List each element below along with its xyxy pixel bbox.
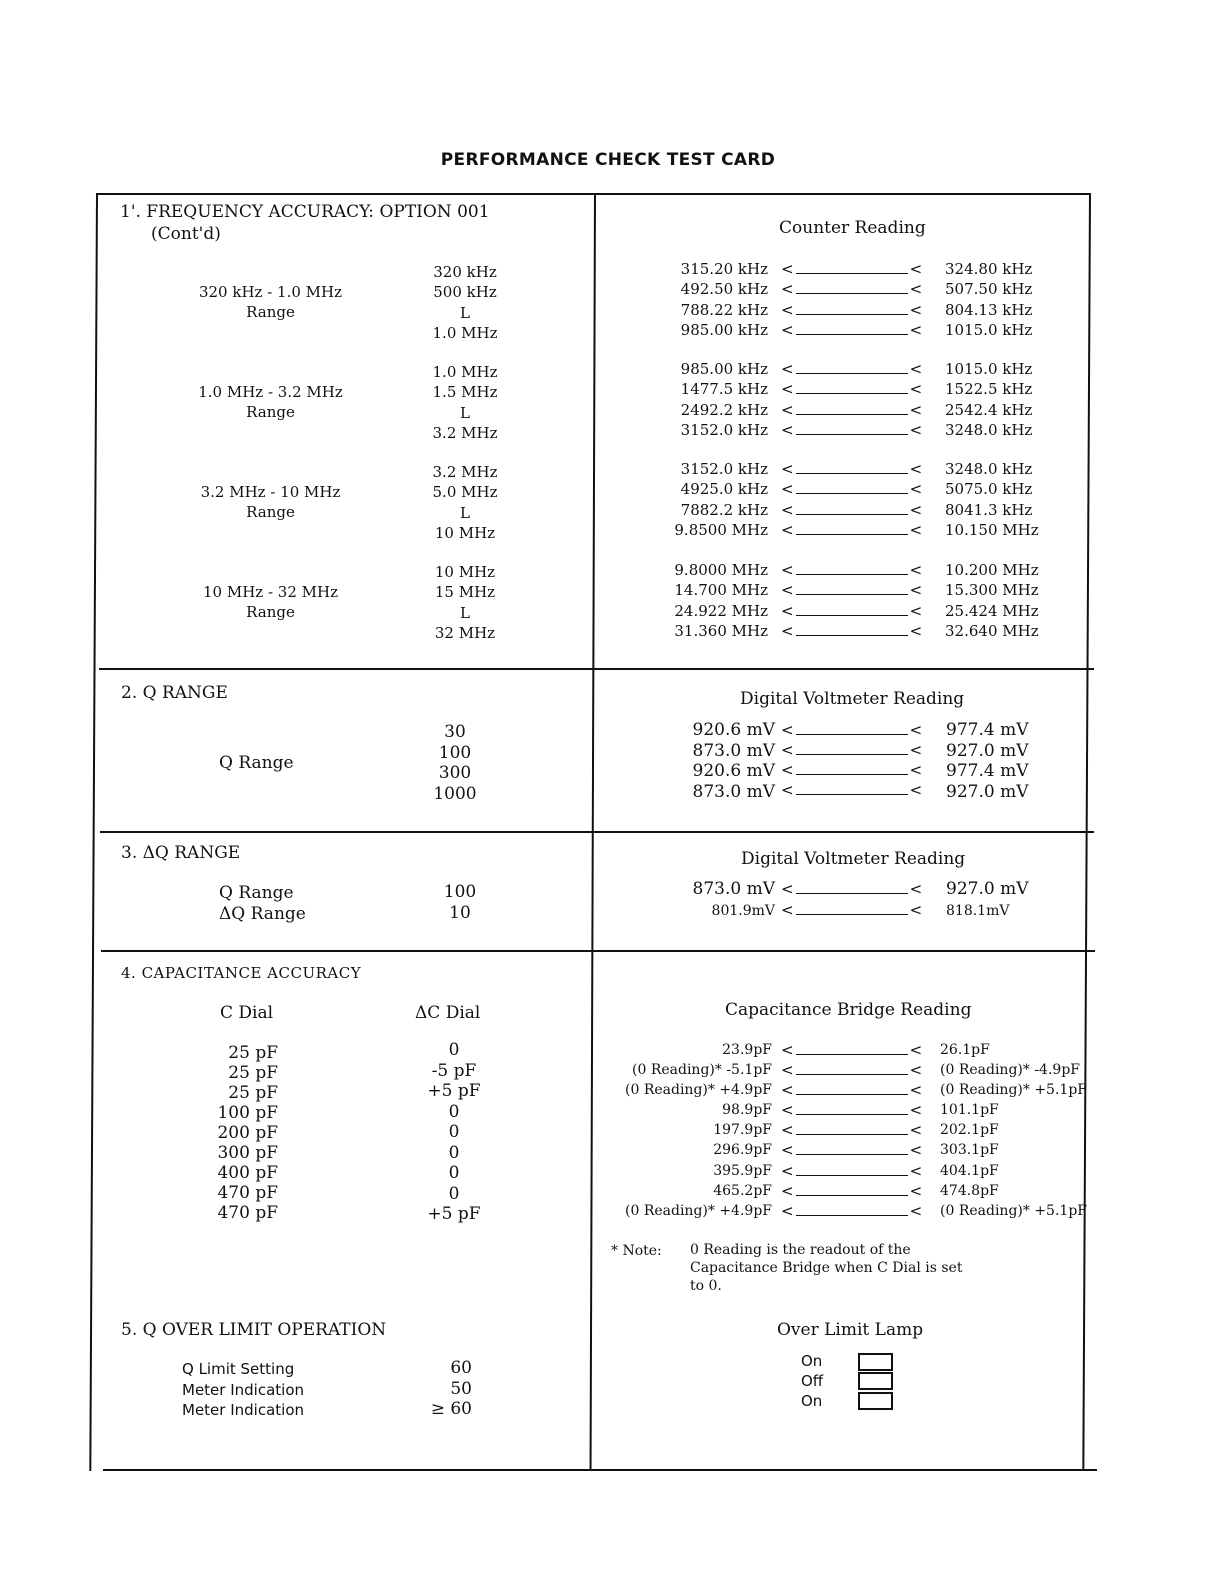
reading-blank-row[interactable]: < < [781, 621, 923, 640]
sec1-g4-settings [410, 562, 520, 643]
setting-value: L [460, 303, 470, 322]
lamp-state-label: On [801, 1392, 823, 1410]
setting-value: 100 [443, 882, 477, 902]
lower-limit: 985.00 kHz [680, 320, 768, 339]
delta-c-dial-value: -5 pF [431, 1060, 477, 1081]
setting-value: 1.0 MHz [432, 363, 498, 381]
upper-limit: 474.8pF [940, 1182, 999, 1199]
sec4-c-dial-header: C Dial [220, 1003, 274, 1023]
sec1-g1-range-label [158, 282, 383, 323]
c-dial-value: 100 pF [217, 1103, 278, 1123]
upper-limit: 26.1pF [940, 1042, 990, 1058]
reading-blank-row[interactable]: < < [781, 1101, 923, 1120]
lower-limit: 98.9pF [722, 1102, 772, 1119]
lower-limit: 873.0 mV [692, 781, 775, 802]
reading-blank-row[interactable]: < < [781, 280, 923, 299]
setting-value: L [460, 603, 470, 622]
lower-limit: 24.922 MHz [674, 601, 768, 620]
table-left-border [89, 193, 98, 1471]
sec5-labels [182, 1359, 304, 1421]
lamp-checkbox-off[interactable] [858, 1372, 893, 1390]
sec1-g3-settings [410, 462, 520, 543]
sec4-delta-c-dial-header: ΔC Dial [415, 1003, 481, 1023]
setting-value: 3.2 MHz [432, 423, 498, 442]
sec1-g3-blanks [781, 459, 922, 540]
sec1-g1-blanks [781, 259, 922, 340]
sec2-blanks [781, 720, 922, 800]
upper-limit: 3248.0 kHz [945, 420, 1033, 439]
setting-value: 32 MHz [434, 623, 496, 642]
sec4-highs [940, 1040, 1087, 1221]
upper-limit: 927.0 mV [946, 879, 1029, 899]
lower-limit: (0 Reading)* +4.9pF [625, 1202, 772, 1219]
table-bottom-border [103, 1469, 1097, 1471]
upper-limit: 507.50 kHz [945, 280, 1033, 299]
sec1-g1-lows [610, 259, 768, 340]
c-dial-value: 200 pF [217, 1123, 278, 1143]
lower-limit: 1477.5 kHz [680, 380, 768, 399]
sec3-settings [420, 882, 500, 923]
sec5-lamp-states [801, 1351, 823, 1411]
setting-value: 500 kHz [433, 283, 497, 302]
meter-indication-label: Meter Indication [182, 1401, 305, 1419]
upper-limit: (0 Reading)* -4.9pF [940, 1062, 1080, 1079]
setting-value: 300 [438, 763, 472, 783]
sec5-right-header: Over Limit Lamp [777, 1320, 924, 1340]
lower-limit: (0 Reading)* -5.1pF [632, 1062, 772, 1079]
lower-limit: 197.9pF [713, 1122, 772, 1139]
sec1-g1-settings [410, 262, 520, 343]
setting-value: 15 MHz [434, 583, 496, 602]
upper-limit: 303.1pF [940, 1142, 999, 1159]
sec1-g2-settings [410, 362, 520, 443]
note-line: 0 Reading is the readout of the [690, 1242, 911, 1258]
lower-limit: 31.360 MHz [674, 621, 768, 640]
delta-c-dial-value: +5 pF [427, 1204, 481, 1224]
lower-limit: 873.0 mV [692, 879, 775, 899]
c-dial-value: 25 pF [228, 1083, 278, 1103]
reading-blank-row[interactable]: < < [781, 901, 923, 919]
reading-blank-row[interactable]: < < [781, 1181, 923, 1200]
range-label-line1: 10 MHz - 32 MHz [203, 583, 338, 601]
sec1-g4-blanks [781, 560, 922, 641]
setting-value: 3.2 MHz [432, 463, 498, 481]
lower-limit: 315.20 kHz [680, 260, 768, 278]
sec2-highs [946, 720, 1028, 802]
upper-limit: 10.150 MHz [945, 520, 1039, 539]
upper-limit: 3248.0 kHz [945, 460, 1033, 478]
upper-limit: 10.200 MHz [945, 561, 1039, 579]
reading-blank-row[interactable]: < < [781, 1141, 923, 1160]
upper-limit: 32.640 MHz [945, 621, 1039, 640]
page-title: PERFORMANCE CHECK TEST CARD [440, 150, 776, 170]
lower-limit: 2492.2 kHz [680, 400, 768, 419]
upper-limit: (0 Reading)* +5.1pF [940, 1202, 1087, 1219]
range-label-line2: Range [246, 503, 295, 522]
upper-limit: 8041.3 kHz [945, 500, 1033, 519]
delta-c-dial-value: 0 [448, 1142, 460, 1163]
delta-q-range-label: ΔQ Range [219, 903, 306, 924]
sec3-heading: 3. ΔQ RANGE [121, 843, 241, 863]
sec4-lows [600, 1040, 772, 1221]
reading-blank-row[interactable]: < < [781, 300, 923, 319]
lower-limit: 14.700 MHz [674, 581, 768, 600]
sec2-heading: 2. Q RANGE [121, 683, 228, 703]
lower-limit: 920.6 mV [692, 761, 775, 781]
range-label-line2: Range [246, 603, 295, 622]
sec1-g2-range-label [158, 382, 383, 423]
delta-c-dial-value: 0 [448, 1040, 460, 1060]
c-dial-value: 25 pF [228, 1063, 278, 1083]
upper-limit: 927.0 mV [946, 781, 1029, 802]
sec4-blanks [781, 1040, 922, 1221]
setting-value: 10 [449, 902, 471, 923]
reading-blank-row[interactable]: < < [781, 581, 923, 600]
lower-limit: 7882.2 kHz [680, 500, 768, 519]
reading-blank-row[interactable]: < < [781, 360, 923, 378]
setting-value: 5.0 MHz [432, 483, 498, 502]
upper-limit: 5075.0 kHz [945, 480, 1033, 499]
sec1-g2-blanks [781, 359, 922, 440]
upper-limit: 2542.4 kHz [945, 400, 1033, 419]
setting-value: 10 MHz [434, 563, 496, 581]
reading-blank-row[interactable]: < < [781, 1161, 923, 1180]
lower-limit: 395.9pF [713, 1162, 772, 1179]
lamp-checkbox-on-2[interactable] [858, 1392, 893, 1410]
upper-limit: 404.1pF [940, 1162, 999, 1179]
divider-sec2-sec3 [100, 831, 1094, 833]
delta-c-dial-value: 0 [448, 1163, 460, 1183]
upper-limit: 1522.5 kHz [945, 380, 1033, 399]
sec1-g4-lows [610, 560, 768, 641]
sec2-q-range-label: Q Range [219, 753, 294, 773]
lower-limit: 920.6 mV [692, 720, 775, 740]
range-label-line1: 1.0 MHz - 3.2 MHz [198, 383, 343, 401]
lower-limit: 985.00 kHz [680, 360, 768, 378]
lamp-state-label: Off [801, 1372, 824, 1390]
range-label-line2: Range [246, 303, 295, 322]
range-label-line1: 320 kHz - 1.0 MHz [198, 283, 343, 301]
c-dial-value: 470 pF [217, 1203, 278, 1223]
lower-limit: 296.9pF [713, 1142, 772, 1159]
delta-c-dial-value: +5 pF [427, 1081, 481, 1101]
sec3-highs [946, 879, 1028, 922]
sec1-g3-range-label [158, 482, 383, 523]
delta-c-dial-value: 0 [448, 1101, 460, 1122]
sec1-contd: (Cont'd) [151, 224, 221, 244]
sec4-heading: 4. CAPACITANCE ACCURACY [121, 964, 362, 982]
upper-limit: 202.1pF [940, 1122, 999, 1139]
sec3-labels [219, 883, 306, 924]
lower-limit: 873.0 mV [692, 740, 775, 761]
reading-blank-row[interactable]: < < [781, 480, 923, 499]
sec2-settings [410, 722, 500, 804]
lower-limit: 9.8000 MHz [674, 561, 768, 579]
q-limit-setting-label: Q Limit Setting [182, 1360, 295, 1378]
c-dial-value: 300 pF [217, 1143, 278, 1163]
reading-blank-row[interactable]: < < [781, 880, 923, 898]
lower-limit: 9.8500 MHz [674, 520, 768, 539]
lower-limit: 788.22 kHz [680, 300, 768, 319]
c-dial-value: 400 pF [217, 1163, 278, 1183]
upper-limit: 927.0 mV [946, 740, 1029, 761]
sec1-g1-highs [945, 259, 1032, 340]
sec1-g2-highs [945, 359, 1032, 440]
reading-blank-row[interactable]: < < [781, 520, 923, 539]
upper-limit: 818.1mV [946, 902, 1010, 919]
range-label-line1: 3.2 MHz - 10 MHz [200, 483, 341, 501]
c-dial-value: 25 pF [228, 1043, 278, 1063]
sec1-g3-lows [610, 459, 768, 540]
setting-value: 30 [444, 722, 466, 742]
range-label-line2: Range [246, 403, 295, 422]
note-label: * Note: [611, 1243, 662, 1259]
upper-limit: 977.4 mV [946, 761, 1029, 781]
c-dial-value: 470 pF [217, 1183, 278, 1203]
sec1-g4-range-label [158, 582, 383, 623]
q-range-label: Q Range [219, 883, 294, 903]
sec4-c-dial-values [196, 1043, 278, 1223]
reading-blank-row[interactable]: < < [781, 260, 923, 278]
setting-value: 1000 [433, 783, 477, 804]
q-limit-setting-value: 60 [450, 1358, 472, 1378]
lower-limit: 4925.0 kHz [680, 480, 768, 499]
reading-blank-row[interactable]: < < [781, 500, 923, 519]
upper-limit: 1015.0 kHz [945, 320, 1033, 339]
reading-blank-row[interactable]: < < [781, 400, 923, 419]
sec2-right-header: Digital Voltmeter Reading [740, 689, 965, 709]
setting-value: 320 kHz [433, 263, 497, 281]
upper-limit: 1015.0 kHz [945, 360, 1033, 378]
sec1-g3-highs [945, 459, 1039, 540]
lower-limit: 492.50 kHz [680, 280, 768, 299]
setting-value: 100 [438, 742, 472, 763]
reading-blank-row[interactable]: < < [781, 1081, 923, 1100]
lower-limit: (0 Reading)* +4.9pF [625, 1082, 772, 1099]
meter-indication-value: 50 [450, 1378, 472, 1399]
upper-limit: (0 Reading)* +5.1pF [940, 1082, 1087, 1099]
delta-c-dial-value: 0 [448, 1183, 460, 1204]
reading-blank-row[interactable]: < < [781, 561, 923, 579]
lamp-checkbox-on[interactable] [858, 1353, 893, 1371]
reading-blank-row[interactable]: < < [781, 1061, 923, 1080]
setting-value: 1.0 MHz [432, 323, 498, 342]
reading-blank-row[interactable]: < < [781, 320, 923, 339]
sec5-heading: 5. Q OVER LIMIT OPERATION [121, 1320, 387, 1340]
note-text [690, 1241, 962, 1295]
upper-limit: 804.13 kHz [945, 300, 1033, 319]
meter-indication-label: Meter Indication [182, 1380, 305, 1399]
lower-limit: 3152.0 kHz [680, 460, 768, 478]
delta-c-dial-value: 0 [448, 1122, 460, 1142]
reading-blank-row[interactable]: < < [781, 380, 923, 399]
reading-blank-row[interactable]: < < [781, 761, 923, 779]
divider-sec3-sec4 [101, 950, 1095, 952]
reading-blank-row[interactable]: < < [781, 1121, 923, 1140]
lower-limit: 801.9mV [711, 902, 775, 919]
lamp-state-label: On [801, 1352, 823, 1370]
setting-value: 1.5 MHz [432, 383, 498, 402]
reading-blank-row[interactable]: < < [781, 420, 923, 439]
upper-limit: 101.1pF [940, 1102, 999, 1119]
sec3-blanks [781, 879, 922, 921]
reading-blank-row[interactable]: < < [781, 1041, 923, 1059]
sec1-right-header: Counter Reading [779, 218, 926, 238]
setting-value: 10 MHz [434, 523, 496, 542]
sec1-g2-lows [610, 359, 768, 440]
setting-value: L [460, 403, 470, 422]
sec1-g4-highs [945, 560, 1039, 641]
sec1-heading: 1'. FREQUENCY ACCURACY: OPTION 001 [120, 202, 490, 222]
upper-limit: 25.424 MHz [945, 601, 1039, 620]
note-line: Capacitance Bridge when C Dial is set [690, 1260, 963, 1276]
setting-value: L [460, 503, 470, 522]
reading-blank-row[interactable]: < < [781, 781, 923, 799]
lower-limit: 465.2pF [713, 1182, 772, 1199]
lower-limit: 23.9pF [722, 1042, 772, 1058]
reading-blank-row[interactable]: < < [781, 1201, 923, 1220]
upper-limit: 15.300 MHz [945, 581, 1039, 600]
sec2-lows [620, 720, 775, 802]
reading-blank-row[interactable]: < < [781, 601, 923, 620]
sec4-right-header: Capacitance Bridge Reading [725, 1000, 972, 1020]
upper-limit: 324.80 kHz [945, 260, 1033, 278]
lower-limit: 3152.0 kHz [680, 420, 768, 439]
reading-blank-row[interactable]: < < [781, 721, 923, 739]
meter-indication-value: ≥ 60 [430, 1399, 472, 1419]
note-line: to 0. [690, 1278, 722, 1294]
sec5-values [410, 1358, 472, 1420]
sec3-lows [620, 879, 775, 922]
reading-blank-row[interactable]: < < [781, 741, 923, 759]
sec3-right-header: Digital Voltmeter Reading [741, 849, 966, 869]
reading-blank-row[interactable]: < < [781, 460, 923, 478]
upper-limit: 977.4 mV [946, 720, 1029, 740]
sec4-delta-c-dial-values [414, 1040, 494, 1225]
divider-sec1-sec2 [99, 668, 1094, 670]
